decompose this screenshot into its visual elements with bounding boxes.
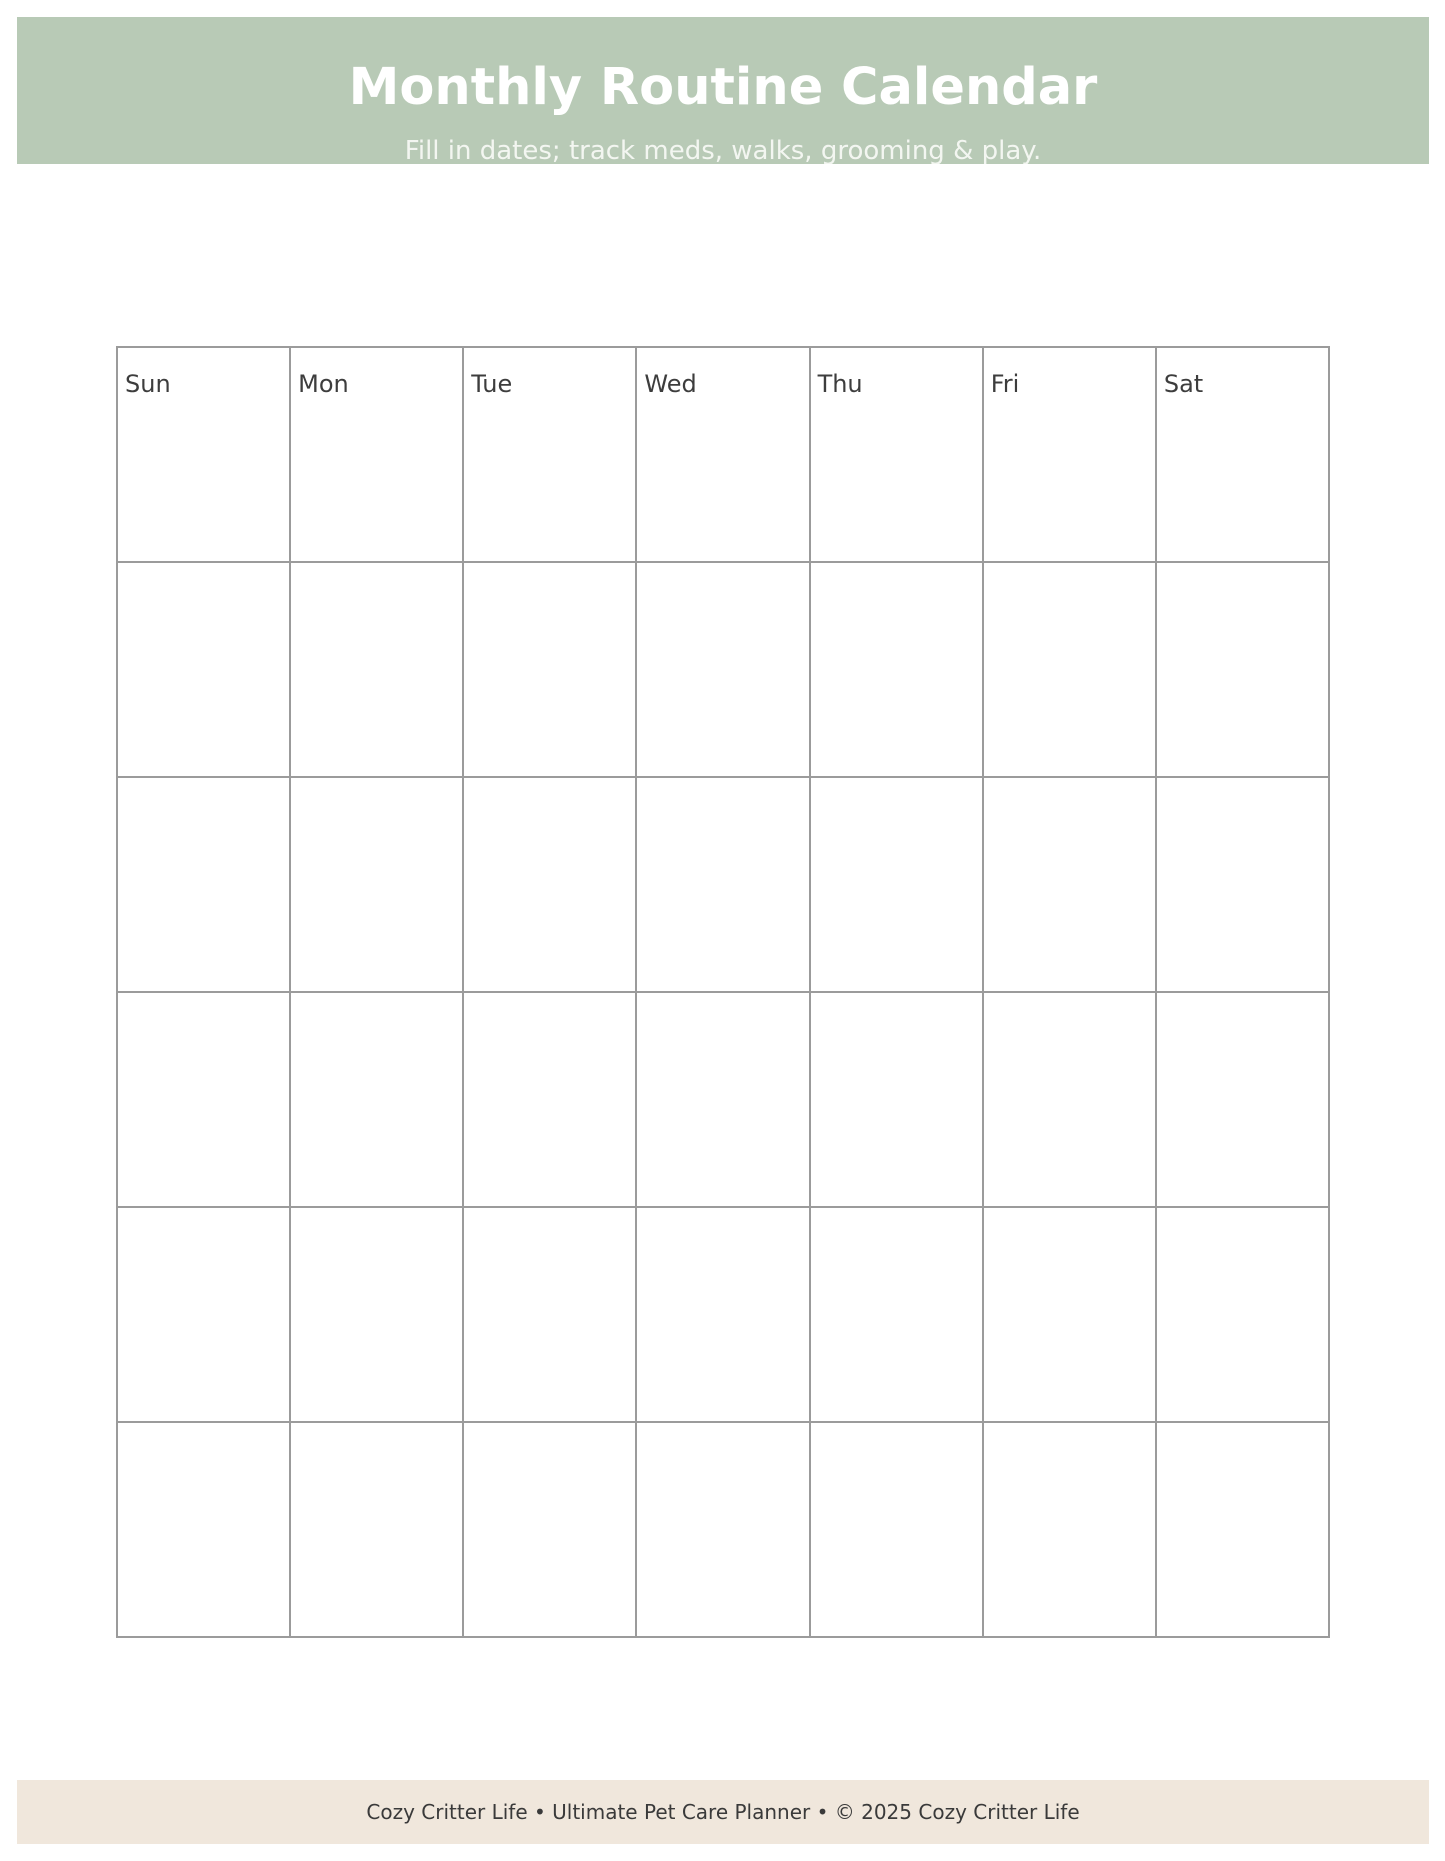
calendar-day-cell[interactable]	[117, 777, 290, 992]
calendar-day-cell[interactable]	[1156, 1207, 1329, 1422]
calendar-day-cell[interactable]	[810, 1422, 983, 1637]
calendar-day-cell[interactable]	[636, 992, 809, 1207]
calendar-grid	[116, 346, 1330, 1638]
calendar-day-cell[interactable]	[463, 562, 636, 777]
weekday-label-mon: Mon	[298, 370, 349, 398]
calendar-day-cell[interactable]	[1156, 992, 1329, 1207]
calendar-day-cell[interactable]	[983, 992, 1156, 1207]
calendar-day-cell[interactable]	[810, 1207, 983, 1422]
calendar-day-cell[interactable]	[117, 1207, 290, 1422]
calendar-day-cell[interactable]	[290, 1422, 463, 1637]
calendar-day-cell[interactable]	[117, 992, 290, 1207]
calendar-day-cell[interactable]	[636, 562, 809, 777]
calendar-week-row	[117, 777, 1329, 992]
calendar-day-cell[interactable]	[290, 777, 463, 992]
weekday-label-sun: Sun	[125, 370, 171, 398]
calendar-day-cell[interactable]	[117, 347, 290, 562]
calendar-week-row	[117, 992, 1329, 1207]
calendar-day-cell[interactable]	[290, 347, 463, 562]
calendar-day-cell[interactable]	[810, 777, 983, 992]
calendar-day-cell[interactable]	[983, 1422, 1156, 1637]
calendar-day-cell[interactable]	[810, 992, 983, 1207]
weekday-label-tue: Tue	[471, 370, 513, 398]
calendar-day-cell[interactable]	[636, 777, 809, 992]
weekday-label-thu: Thu	[817, 370, 863, 398]
footer-bar	[17, 1780, 1429, 1844]
calendar-week-row	[117, 1207, 1329, 1422]
weekday-label-fri: Fri	[990, 370, 1020, 398]
calendar-day-cell[interactable]	[810, 347, 983, 562]
calendar-day-cell[interactable]	[290, 1207, 463, 1422]
calendar-week-row	[117, 347, 1329, 562]
calendar-day-cell[interactable]	[290, 562, 463, 777]
weekday-label-sat: Sat	[1163, 370, 1204, 398]
calendar-day-cell[interactable]	[290, 992, 463, 1207]
calendar-day-cell[interactable]	[463, 1207, 636, 1422]
calendar-day-cell[interactable]	[1156, 347, 1329, 562]
page-subtitle: Fill in dates; track meds, walks, grooming & play.	[404, 136, 1042, 164]
header-banner	[17, 17, 1429, 164]
calendar-day-cell[interactable]	[636, 1422, 809, 1637]
calendar-day-cell[interactable]	[117, 562, 290, 777]
footer-text: Cozy Critter Life • Ultimate Pet Care Planner • © 2025 Cozy Critter Life	[366, 1800, 1080, 1824]
calendar-day-cell[interactable]	[1156, 1422, 1329, 1637]
calendar-day-cell[interactable]	[463, 992, 636, 1207]
calendar-week-row	[117, 1422, 1329, 1637]
calendar-day-cell[interactable]	[1156, 777, 1329, 992]
weekday-label-wed: Wed	[644, 370, 697, 398]
calendar-week-row	[117, 562, 1329, 777]
calendar-day-cell[interactable]	[117, 1422, 290, 1637]
calendar-day-cell[interactable]	[636, 347, 809, 562]
calendar-day-cell[interactable]	[463, 1422, 636, 1637]
calendar-day-cell[interactable]	[983, 1207, 1156, 1422]
calendar-day-cell[interactable]	[983, 347, 1156, 562]
calendar-day-cell[interactable]	[1156, 562, 1329, 777]
calendar-day-cell[interactable]	[983, 562, 1156, 777]
calendar-day-cell[interactable]	[463, 777, 636, 992]
calendar-day-cell[interactable]	[810, 562, 983, 777]
calendar-day-cell[interactable]	[463, 347, 636, 562]
calendar-day-cell[interactable]	[983, 777, 1156, 992]
page-title: Monthly Routine Calendar	[348, 58, 1098, 117]
calendar-day-cell[interactable]	[636, 1207, 809, 1422]
